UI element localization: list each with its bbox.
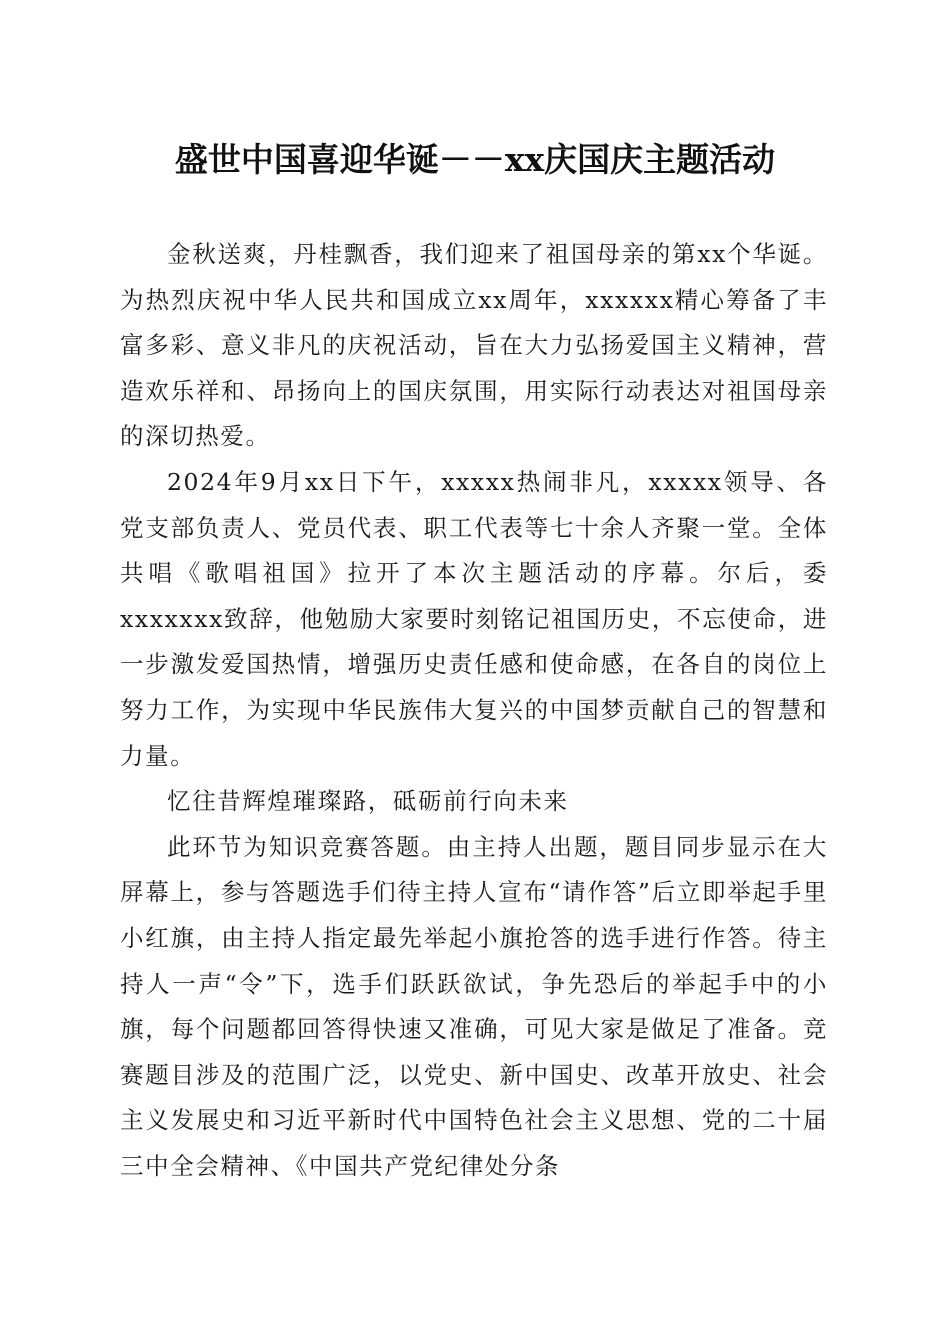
paragraph-event: 2024年9月xx日下午，xxxxx热闹非凡，xxxxx领导、各党支部负责人、党员代表、职工代表等七十余人齐聚一堂。全体共唱《歌唱祖国》拉开了本次主题活动的序幕。尔后，委xxxxxxx致辞，他勉励大家要时刻铭记祖国历史，不忘使命，进一步激发爱国热情，增强历史责任感和使命感，在各自的岗位上努力工作，为实现中华民族伟大复兴的中国梦贡献自己的智慧和力量。 <box>120 467 828 770</box>
paragraph-quiz: 此环节为知识竞赛答题。由主持人出题，题目同步显示在大屏幕上，参与答题选手们待主持人宣布“请作答”后立即举起手里小红旗，由主持人指定最先举起小旗抢答的选手进行作答。待主持人一声“令”下，选手们跃跃欲试，争先恐后的举起手中的小旗，每个问题都回答得快速又准确，可见大家是做足了准备。竞赛题目涉及的范围广泛，以党史、新中国史、改革开放史、社会主义发展史和习近平新时代中国特色社会主义思想、党的二十届三中全会精神、《中国共产党纪律处分条 <box>120 832 828 1180</box>
document-body <box>120 232 828 1189</box>
paragraph-intro: 金秋送爽，丹桂飘香，我们迎来了祖国母亲的第xx个华诞。为热烈庆祝中华人民共和国成立xx周年，xxxxxx精心筹备了丰富多彩、意义非凡的庆祝活动，旨在大力弘扬爱国主义精神，营造欢乐祥和、昂扬向上的国庆氛围，用实际行动表达对祖国母亲的深切热爱。 <box>120 240 828 451</box>
document-title: 盛世中国喜迎华诞－－xx庆国庆主题活动 <box>174 140 776 179</box>
section-heading: 忆往昔辉煌璀璨路，砥砺前行向未来 <box>167 787 569 816</box>
